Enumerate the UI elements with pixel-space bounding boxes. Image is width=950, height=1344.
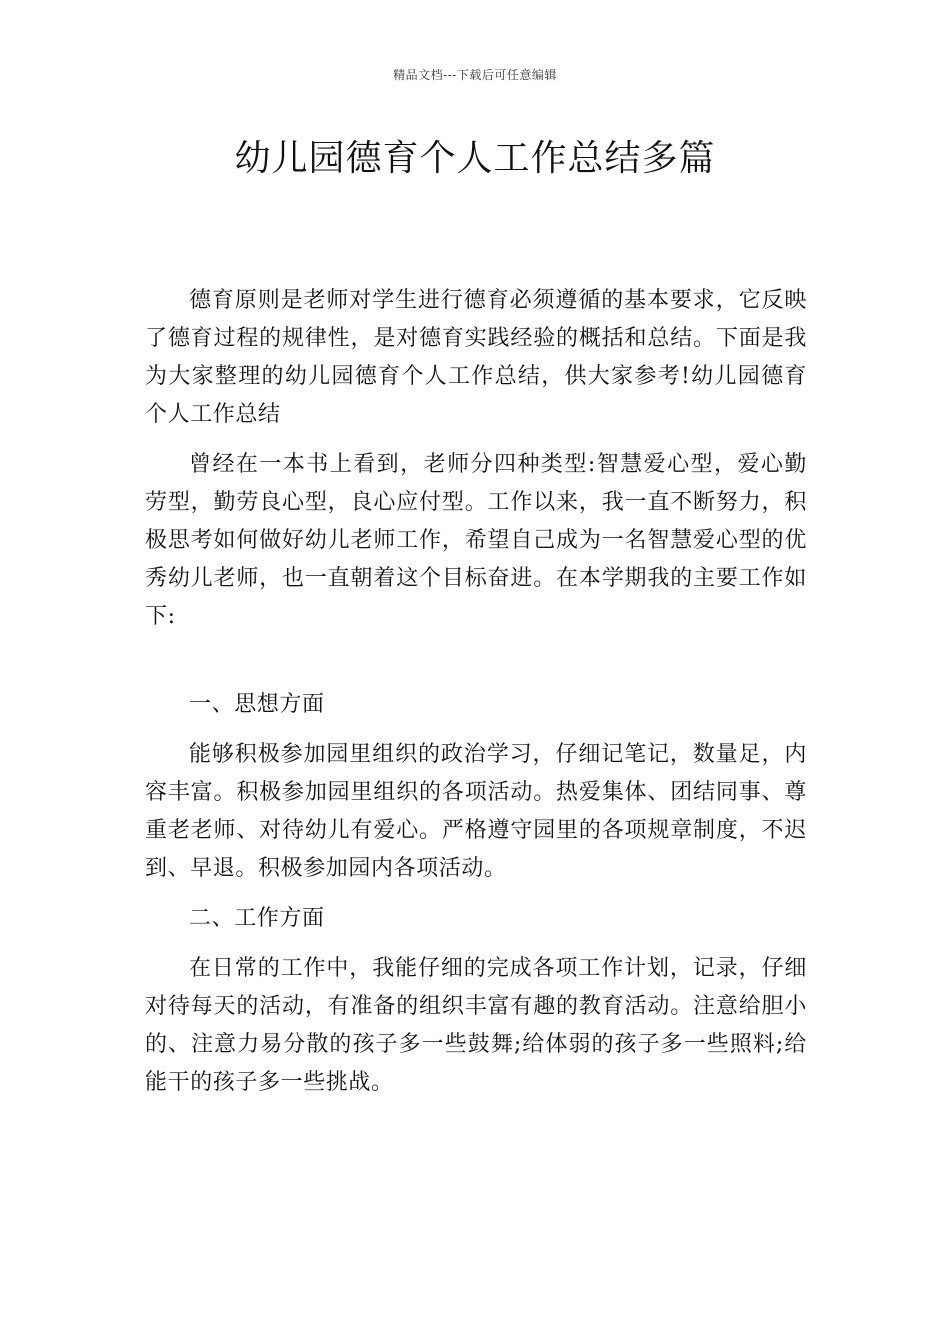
paragraph-teacher-types: 曾经在一本书上看到，老师分四种类型:智慧爱心型，爱心勤劳型，勤劳良心型，良心应付型。工作以来，我一直不断努力，积极思考如何做好幼儿老师工作，希望自己成为一名智慧爱心型的优秀幼儿老师，也一直朝着这个目标奋进。在本学期我的主要工作如下: — [145, 452, 807, 629]
paragraph-intro: 德育原则是老师对学生进行德育必须遵循的基本要求，它反映了德育过程的规律性，是对德育实践经验的概括和总结。下面是我为大家整理的幼儿园德育个人工作总结，供大家参考!幼儿园德育个人工作总结 — [145, 288, 807, 427]
section-heading-work: 二、工作方面 — [189, 906, 325, 931]
section-heading-thought: 一、思想方面 — [189, 692, 325, 717]
paragraph-work: 在日常的工作中，我能仔细的完成各项工作计划，记录，仔细对待每天的活动，有准备的组织丰富有趣的教育活动。注意给胆小的、注意力易分散的孩子多一些鼓舞;给体弱的孩子多一些照料;给能干的孩子多一些挑战。 — [145, 956, 807, 1095]
document-title: 幼儿园德育个人工作总结多篇 — [234, 138, 716, 179]
document-body — [145, 282, 807, 1114]
header-note: 精品文档---下载后可任意编辑 — [393, 68, 557, 82]
paragraph-thought: 能够积极参加园里组织的政治学习，仔细记笔记，数量足，内容丰富。积极参加园里组织的各项活动。热爱集体、团结同事、尊重老老师、对待幼儿有爱心。严格遵守园里的各项规章制度，不迟到、早退。积极参加园内各项活动。 — [145, 742, 807, 881]
spacer — [145, 648, 807, 686]
